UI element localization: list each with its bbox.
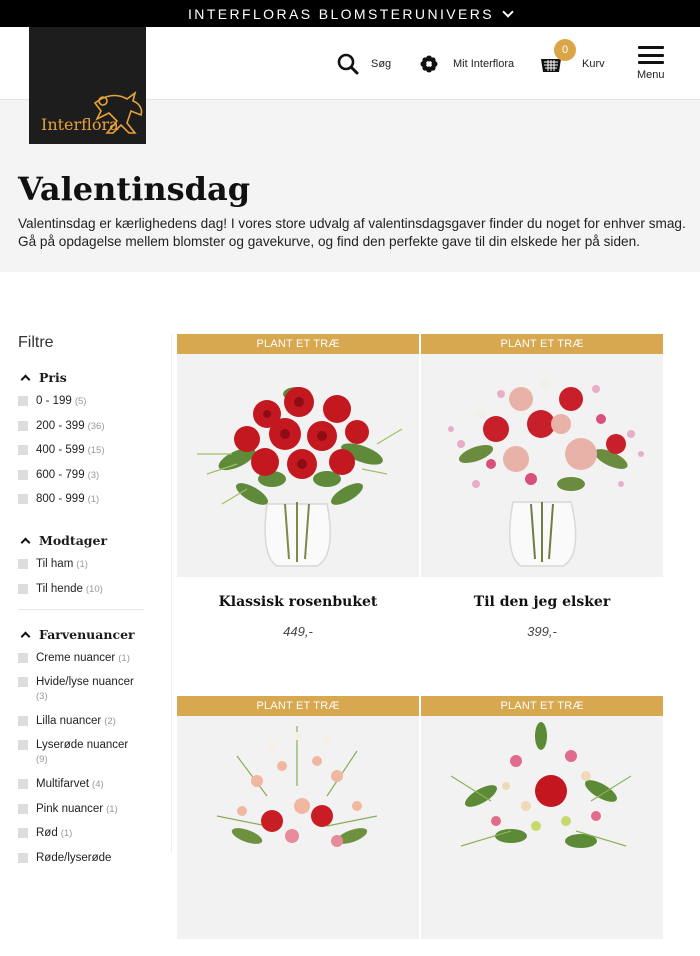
chevron-up-icon	[21, 538, 31, 548]
product-ribbon: PLANT ET TRÆ	[421, 696, 663, 716]
filter-option-label: 600 - 799	[36, 468, 85, 481]
checkbox[interactable]	[18, 445, 28, 455]
chevron-up-icon	[21, 375, 31, 385]
filter-option-label: Pink nuancer	[36, 802, 104, 815]
product-image[interactable]	[177, 354, 419, 577]
filter-option-label: 800 - 999	[36, 493, 85, 506]
filter-option-count: (1)	[76, 558, 88, 570]
filter-option-label: Til ham	[36, 557, 74, 570]
checkbox[interactable]	[18, 470, 28, 480]
filter-option-count: (3)	[36, 691, 48, 703]
cart-button[interactable]	[540, 27, 605, 100]
filter-option[interactable]	[18, 851, 148, 866]
page-title: Valentinsdag	[18, 170, 251, 208]
filter-option-label: Creme nuancer	[36, 651, 116, 664]
product-card[interactable]	[177, 334, 419, 639]
search-icon	[337, 53, 359, 75]
cart-count-badge: 0	[554, 39, 576, 61]
divider	[18, 609, 144, 610]
checkbox[interactable]	[18, 779, 28, 789]
search-button[interactable]	[337, 27, 391, 100]
checkbox[interactable]	[18, 584, 28, 594]
filter-group-title: Modtager	[39, 532, 108, 548]
menu-button[interactable]	[637, 27, 665, 100]
filter-sidebar	[18, 334, 148, 875]
product-image[interactable]	[421, 716, 663, 939]
filter-option-count: (10)	[85, 583, 103, 595]
page-description: Valentinsdag er kærlighedens dag! I vores store udvalg af valentinsdagsgaver finder du noget for enhver smag. Gå på opdagelse mellem blomster og gavekurve, og find den perfekte gave til din elskede her på siden.	[18, 216, 686, 249]
filter-option-label: Rød	[36, 827, 58, 840]
filter-option[interactable]	[18, 777, 148, 792]
filter-option[interactable]	[18, 443, 148, 458]
product-card[interactable]	[421, 334, 663, 639]
filter-group-toggle-recipient[interactable]	[18, 533, 148, 548]
basket-icon	[540, 43, 569, 73]
filter-option[interactable]	[18, 468, 148, 483]
checkbox[interactable]	[18, 396, 28, 406]
filter-option-label: Røde/lyserøde	[36, 851, 112, 864]
filter-option-count: (1)	[118, 652, 130, 664]
logo-wordmark: Interflora	[41, 115, 119, 134]
filter-option[interactable]	[18, 675, 148, 704]
product-card[interactable]	[177, 696, 419, 956]
account-button[interactable]	[420, 27, 514, 100]
cart-label: Kurv	[582, 57, 605, 70]
filter-option-count: (9)	[36, 754, 48, 766]
filter-option[interactable]	[18, 714, 148, 729]
checkbox[interactable]	[18, 494, 28, 504]
filter-option-count: (2)	[104, 715, 116, 727]
filter-option[interactable]	[18, 738, 148, 767]
interflora-logo[interactable]	[29, 27, 146, 144]
filter-option-label: Lilla nuancer	[36, 714, 102, 727]
product-name[interactable]: Klassisk rosenbuket	[218, 594, 378, 610]
product-ribbon: PLANT ET TRÆ	[421, 334, 663, 354]
filter-option[interactable]	[18, 557, 148, 572]
product-card[interactable]	[421, 696, 663, 956]
filter-option-count: (1)	[106, 803, 118, 815]
product-image[interactable]	[177, 716, 419, 939]
filter-option-label: 200 - 399	[36, 419, 85, 432]
filter-option-label: Til hende	[36, 582, 83, 595]
filter-option-count: (4)	[92, 778, 104, 790]
filter-option-count: (36)	[87, 420, 105, 432]
product-price: 449,-	[283, 624, 313, 639]
filter-option-label: Hvide/lyse nuancer	[36, 676, 134, 689]
checkbox[interactable]	[18, 421, 28, 431]
search-label: Søg	[371, 57, 392, 70]
universe-banner-label: INTERFLORAS BLOMSTERUNIVERS	[188, 5, 494, 22]
checkbox[interactable]	[18, 740, 28, 750]
filter-option-count: (1)	[60, 828, 73, 840]
filter-option-count: (15)	[87, 445, 105, 457]
checkbox[interactable]	[18, 853, 28, 863]
filter-option-label: 400 - 599	[36, 444, 85, 457]
filter-group-toggle-price[interactable]	[18, 370, 148, 385]
filter-option-label: Multifarvet	[36, 777, 90, 790]
column-divider	[171, 334, 172, 853]
filter-option[interactable]	[18, 492, 148, 507]
filter-option-count: (5)	[74, 396, 87, 407]
flower-icon	[420, 55, 438, 73]
filter-option[interactable]	[18, 582, 148, 597]
filter-group-title: Pris	[39, 370, 67, 385]
checkbox[interactable]	[18, 653, 28, 663]
filter-option-label: 0 - 199	[36, 395, 72, 407]
checkbox[interactable]	[18, 677, 28, 687]
product-price: 399,-	[527, 624, 557, 639]
chevron-down-icon	[502, 6, 513, 17]
filter-option[interactable]	[18, 802, 148, 817]
checkbox[interactable]	[18, 716, 28, 726]
filter-option[interactable]	[18, 419, 148, 434]
hamburger-icon	[638, 46, 664, 64]
filter-option[interactable]	[18, 651, 148, 666]
filter-group-title: Farvenuancer	[39, 626, 135, 642]
filter-option-count: (1)	[87, 494, 100, 506]
universe-banner[interactable]	[0, 0, 700, 27]
chevron-up-icon	[21, 631, 31, 641]
account-label: Mit Interflora	[453, 57, 515, 70]
menu-label: Menu	[637, 69, 665, 81]
filter-group-toggle-color[interactable]	[18, 627, 148, 642]
product-name[interactable]: Til den jeg elsker	[473, 594, 611, 610]
filter-option[interactable]	[18, 394, 148, 409]
checkbox[interactable]	[18, 559, 28, 569]
product-image[interactable]	[421, 354, 663, 577]
product-ribbon: PLANT ET TRÆ	[177, 696, 419, 716]
checkbox[interactable]	[18, 828, 28, 838]
filter-title: Filtre	[18, 334, 54, 351]
checkbox[interactable]	[18, 804, 28, 814]
filter-option[interactable]	[18, 826, 148, 841]
product-ribbon: PLANT ET TRÆ	[177, 334, 419, 354]
filter-option-label: Lyserøde nuancer	[36, 739, 129, 752]
filter-option-count: (3)	[87, 469, 100, 481]
